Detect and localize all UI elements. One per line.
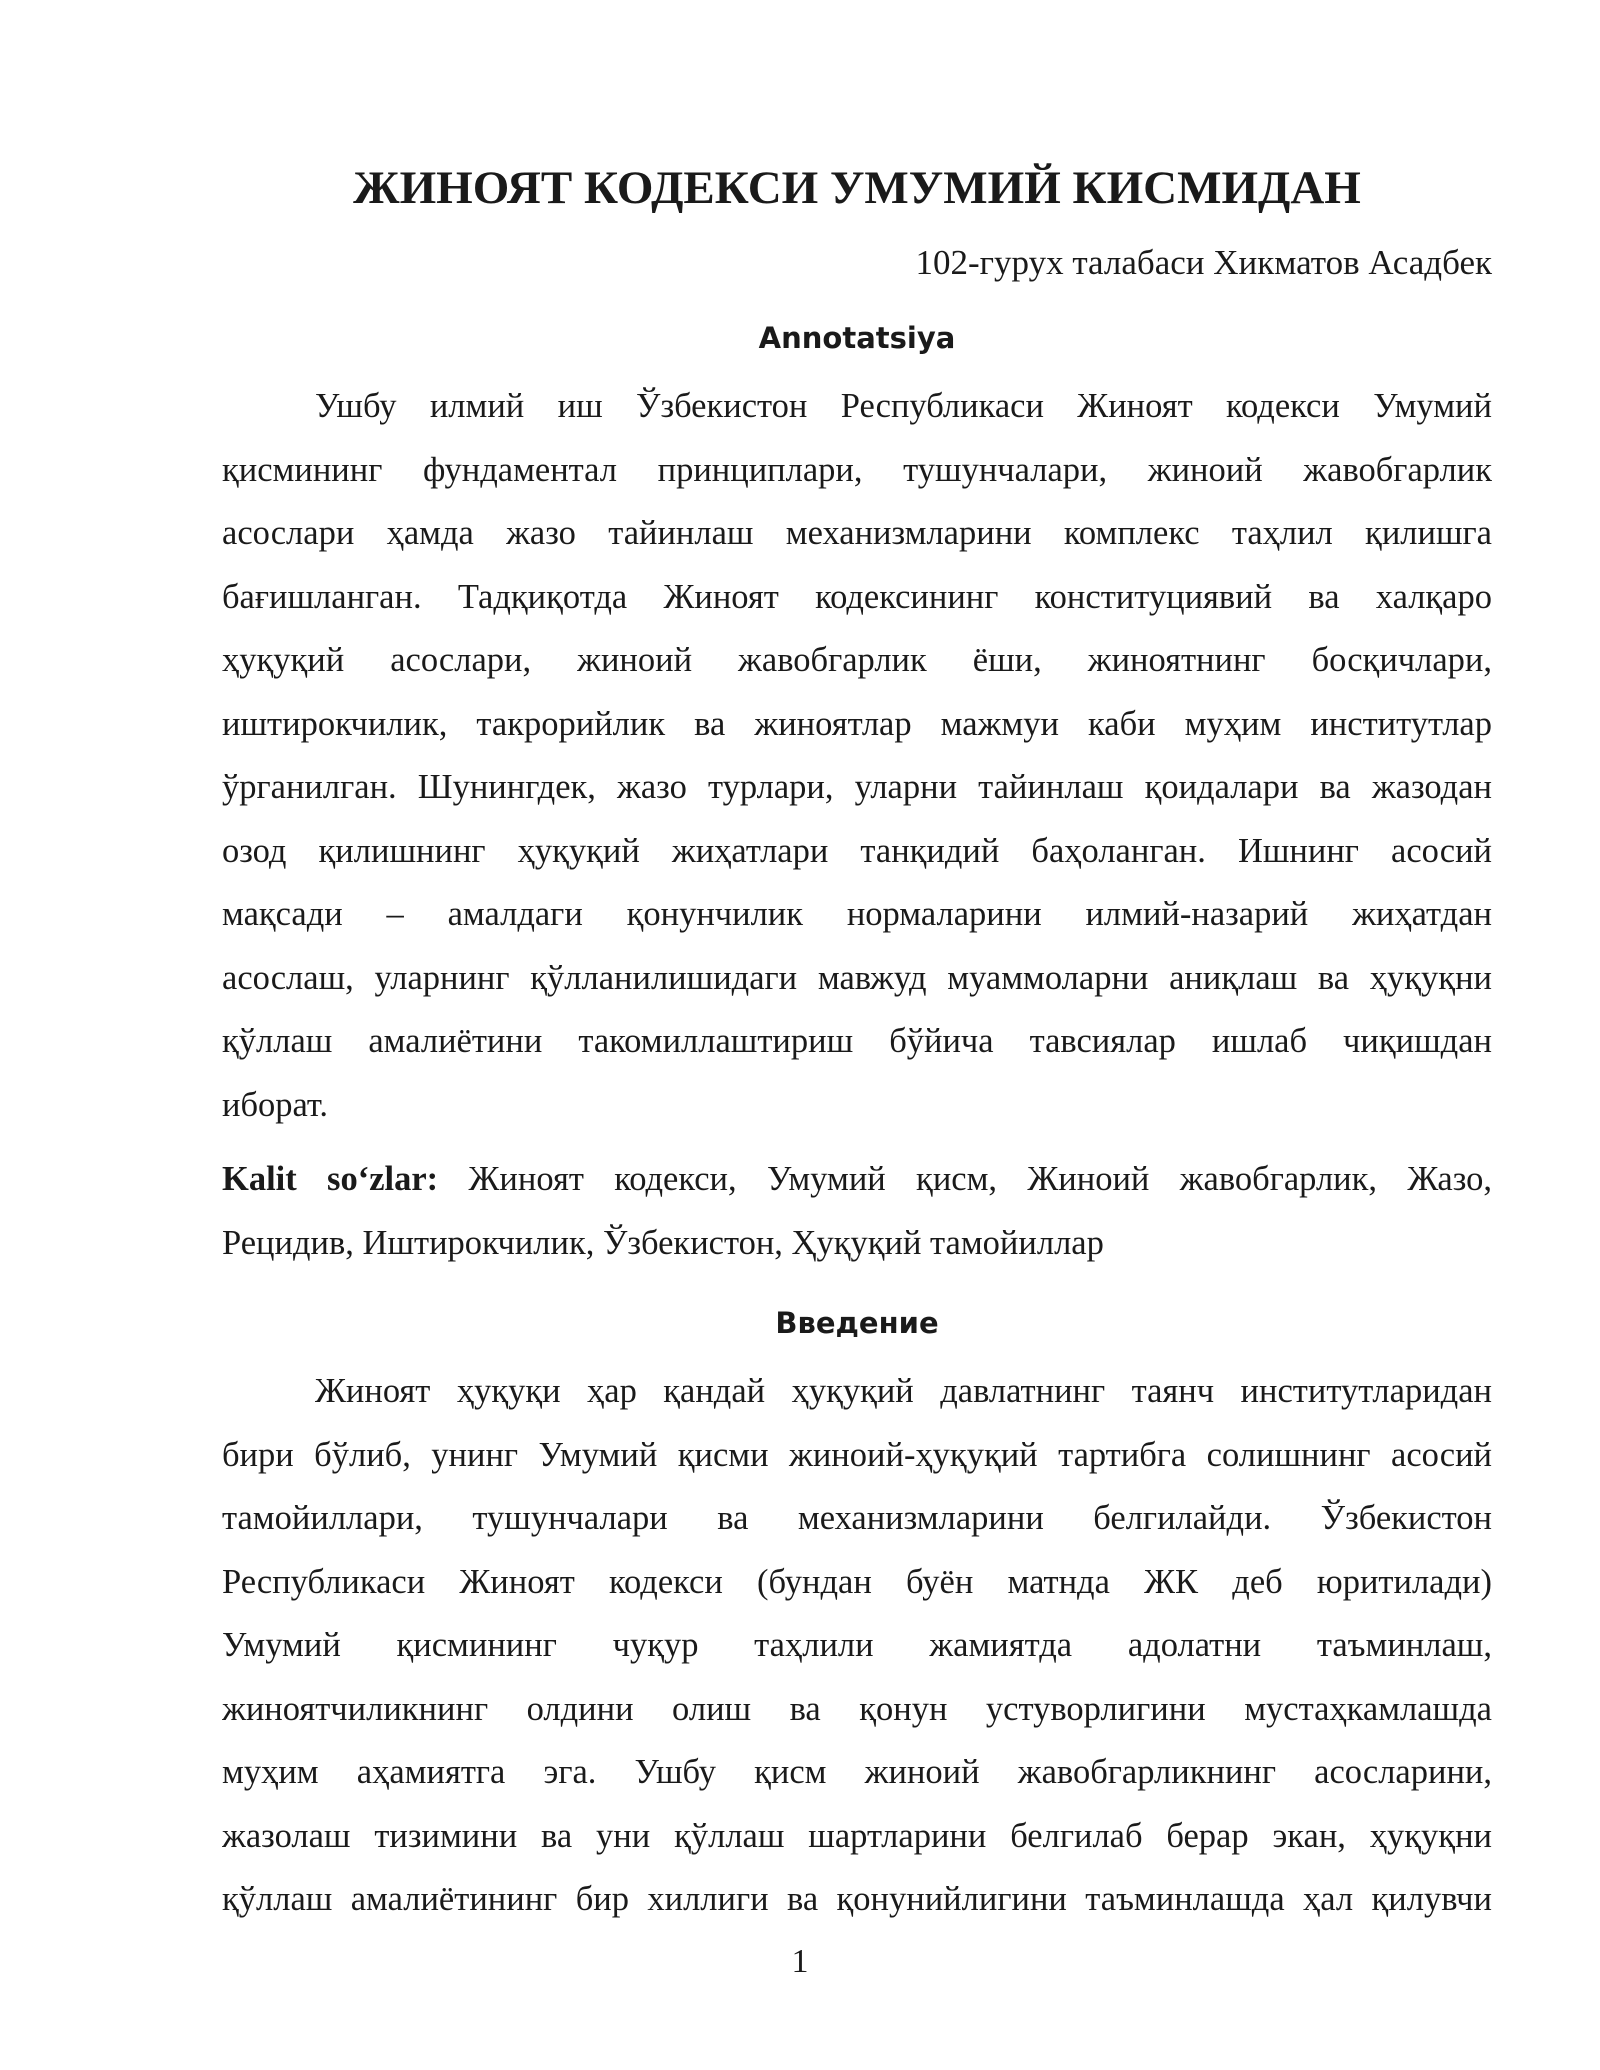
- page-number: 1: [791, 1943, 809, 1980]
- keywords-line: [222, 1148, 1492, 1212]
- annotation-line: бағишланган. Тадқиқотда Жиноят кодексининг конституциявий ва халқаро: [222, 577, 1492, 616]
- introduction-line: бири бўлиб, унинг Умумий қисми жиноий-ҳуқуқий тартибга солишнинг асосий: [222, 1435, 1492, 1474]
- annotation-line: иштирокчилик, такрорийлик ва жиноятлар мажмуи каби муҳим институтлар: [222, 704, 1492, 743]
- introduction-line: тамойиллари, тушунчалари ва механизмларини белгилайди. Ўзбекистон: [222, 1499, 1492, 1537]
- introduction-heading: Введение: [775, 1306, 939, 1340]
- introduction-paragraph: [222, 1360, 1492, 1932]
- keywords-line: Рецидив, Иштирокчилик, Ўзбекистон, Ҳуқуқий тамойиллар: [222, 1223, 1104, 1262]
- introduction-line: Жиноят ҳуқуқи ҳар қандай ҳуқуқий давлатнинг таянч институтларидан: [315, 1372, 1492, 1410]
- annotation-line: асослари ҳамда жазо тайинлаш механизмларини комплекс таҳлил қилишга: [222, 514, 1492, 552]
- annotation-line: Ушбу илмий иш Ўзбекистон Республикаси Жиноят кодекси Умумий: [315, 387, 1492, 425]
- introduction-line: жиноятчиликнинг олдини олиш ва қонун устуворлигини мустаҳкамлашда: [222, 1689, 1492, 1728]
- introduction-line: жазолаш тизимини ва уни қўллаш шартларини белгилаб берар экан, ҳуқуқни: [222, 1816, 1492, 1855]
- annotation-line: қисмининг фундаментал принциплари, тушунчалари, жиноий жавобгарлик: [222, 450, 1492, 489]
- introduction-line: муҳим аҳамиятга эга. Ушбу қисм жиноий жавобгарликнинг асосларини,: [222, 1753, 1492, 1791]
- annotation-paragraph: [222, 375, 1492, 1137]
- annotation-heading: Annotatsiya: [758, 321, 956, 355]
- annotation-line: ўрганилган. Шунингдек, жазо турлари, уларни тайинлаш қоидалари ва жазодан: [222, 768, 1492, 806]
- keywords-label: Kalit so‘zlar:: [222, 1160, 439, 1198]
- introduction-line: Умумий қисмининг чуқур таҳлили жамиятда адолатни таъминлаш,: [222, 1626, 1492, 1664]
- introduction-line: қўллаш амалиётининг бир хиллиги ва қонунийлигини таъминлашда ҳал қилувчи: [222, 1880, 1492, 1918]
- annotation-line: ҳуқуқий асослари, жиноий жавобгарлик ёши, жиноятнинг босқичлари,: [222, 641, 1492, 679]
- keywords-paragraph: [222, 1148, 1492, 1275]
- document-title: ЖИНОЯТ КОДЕКСИ УМУМИЙ КИСМИДАН: [353, 162, 1361, 214]
- annotation-line: қўллаш амалиётини такомиллаштириш бўйича тавсиялар ишлаб чиқишдан: [222, 1022, 1492, 1060]
- annotation-line: иборат.: [222, 1085, 329, 1124]
- annotation-line: асослаш, уларнинг қўлланилишидаги мавжуд муаммоларни аниқлаш ва ҳуқуқни: [222, 958, 1492, 997]
- annotation-line: озод қилишнинг ҳуқуқий жиҳатлари танқидий баҳоланган. Ишнинг асосий: [222, 831, 1492, 870]
- introduction-line: Республикаси Жиноят кодекси (бундан буён матнда ЖК деб юритилади): [222, 1562, 1492, 1601]
- annotation-line: мақсади – амалдаги қонунчилик нормаларини илмий-назарий жиҳатдан: [222, 895, 1492, 933]
- keywords-text: Жиноят кодекси, Умумий қисм, Жиноий жавобгарлик, Жазо,: [468, 1160, 1492, 1198]
- author-line: 102-гурух талабаси Хикматов Асадбек: [915, 243, 1492, 282]
